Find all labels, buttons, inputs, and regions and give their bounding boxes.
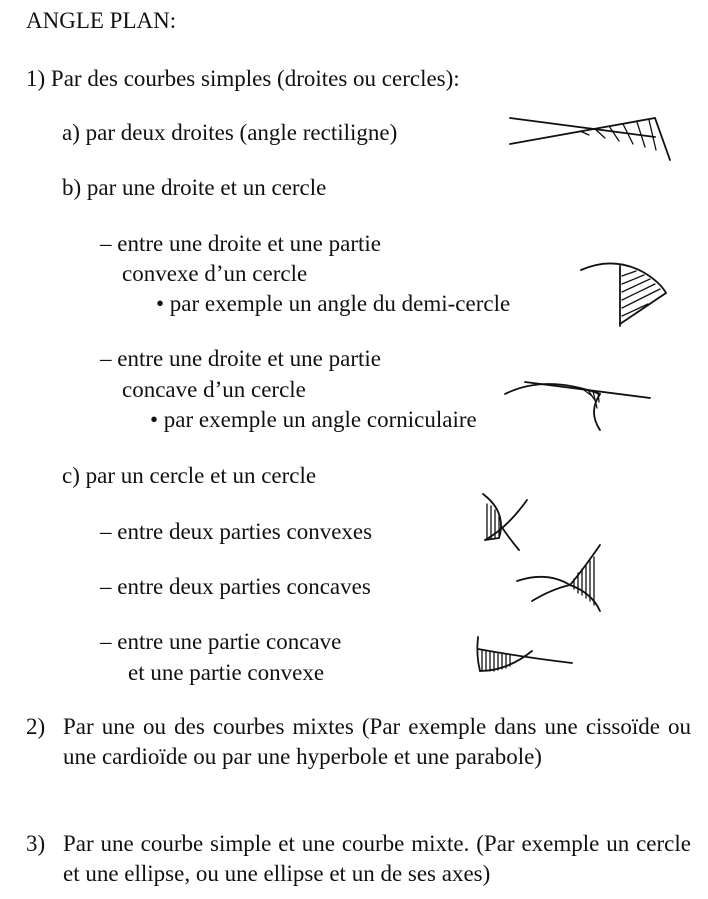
section-3-text: Par une courbe simple et une courbe mixte. (Par exemple un cercle et une ellipse, ou une ellipse et un de ses axes)	[63, 831, 691, 886]
item-b-concave-line1: – entre une droite et une partie	[100, 346, 381, 371]
item-c-concave-text: – entre deux parties concaves	[100, 574, 371, 599]
semicircle-angle-icon	[578, 258, 673, 330]
item-c-mixed-line1: – entre une partie concave	[100, 629, 342, 654]
two-concave-arcs-icon	[512, 543, 607, 618]
item-a-text: a) par deux droites (angle rectiligne)	[62, 120, 398, 145]
item-b-convex-line2: convexe d’un cercle	[122, 261, 308, 286]
horn-angle-icon	[500, 372, 655, 434]
concave-convex-arcs-icon	[472, 633, 577, 683]
item-b-concave-line2: concave d’un cercle	[122, 377, 306, 402]
section-3-number: 3)	[26, 831, 46, 856]
section-2-number: 2)	[26, 714, 46, 739]
item-b-concave-example: • par exemple un angle corniculaire	[150, 407, 477, 432]
item-b-convex-example: • par exemple un angle du demi-cercle	[156, 291, 511, 316]
item-c-convex-text: – entre deux parties convexes	[100, 519, 373, 544]
section-2-text: Par une ou des courbes mixtes (Par exemple dans une cissoïde ou une cardioïde ou par une hyperbole et une parabole)	[63, 714, 691, 769]
item-b-text: b) par une droite et un cercle	[62, 175, 327, 200]
page-title: ANGLE PLAN:	[26, 8, 177, 33]
item-c-mixed-line2: et une partie convexe	[128, 660, 325, 685]
section-1-heading: 1) Par des courbes simples (droites ou cercles):	[26, 66, 460, 91]
item-c-text: c) par un cercle et un cercle	[62, 463, 317, 488]
item-b-convex-line1: – entre une droite et une partie	[100, 231, 381, 256]
two-lines-angle-icon	[505, 110, 680, 165]
